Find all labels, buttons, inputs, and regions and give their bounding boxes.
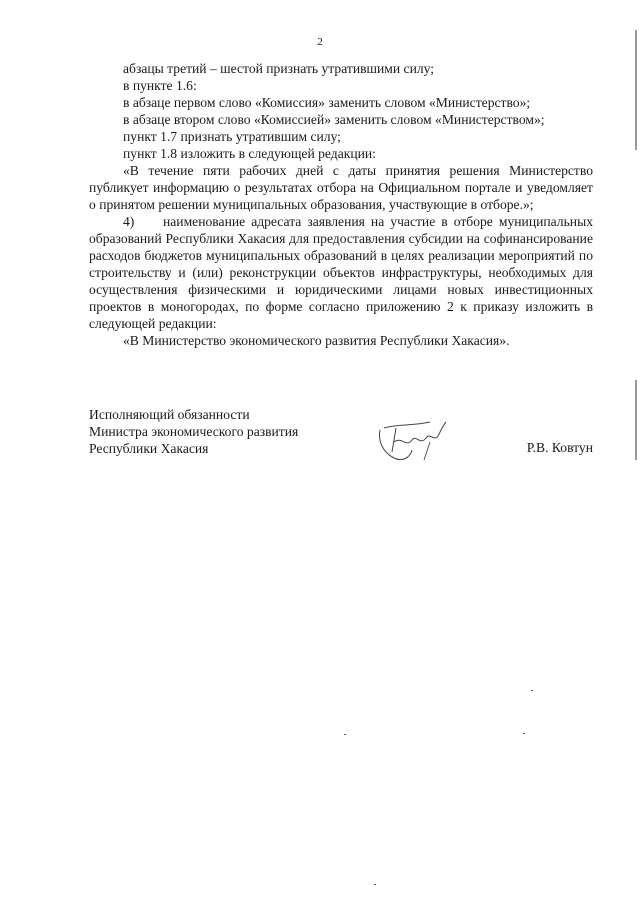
scan-speck [374,884,376,885]
document-body [89,60,593,349]
paragraph-1: абзацы третий – шестой признать утратившими силу; [123,61,435,76]
scan-speck [344,734,346,735]
item-text: наименование адресата заявления на участие в отборе муниципальных образований Республики Хакасия для предоставления субсидии на софинансирование расходов бюджетов муниципальных образований в целях реализации мероприятий по строительству и (или) реконструкции объектов инфраструктуры, необходимых для осуществления физическими и юридическими лицами новых инвестиционных проектов в моногородах, по форме согласно приложению 2 к приказу изложить в следующей редакции: [89,214,593,331]
signer-title-line-3: Республики Хакасия [89,441,209,456]
page-number: 2 [317,36,323,48]
closing-quote: «В Министерство экономического развития Республики Хакасия». [123,333,510,348]
paragraph-4: в абзаце втором слово «Комиссией» заменить словом «Министерством»; [123,112,545,127]
paragraph-7: «В течение пяти рабочих дней с даты принятия решения Министерство публикует информацию о результатах отбора на Официальном портале и уведомляет о принятом решении муниципальных образования, участвующие в отборе.»; [89,163,593,212]
handwritten-signature [372,418,452,468]
numbered-item-4 [89,213,593,332]
scan-edge [635,380,637,460]
signer-name: Р.В. Ковтун [526,440,593,455]
scan-speck [523,733,525,734]
paragraph-2: в пункте 1.6: [123,78,197,93]
signature-block [89,406,593,457]
item-number: 4) [123,214,135,229]
signer-title-line-1: Исполняющий обязанности [89,407,250,422]
scan-edge [635,30,637,150]
scan-speck [531,690,533,691]
paragraph-3: в абзаце первом слово «Комиссия» заменить словом «Министерство»; [123,95,531,110]
paragraph-5: пункт 1.7 признать утратившим силу; [123,129,341,144]
signer-title-line-2: Министра экономического развития [89,424,299,439]
paragraph-6: пункт 1.8 изложить в следующей редакции: [123,146,376,161]
